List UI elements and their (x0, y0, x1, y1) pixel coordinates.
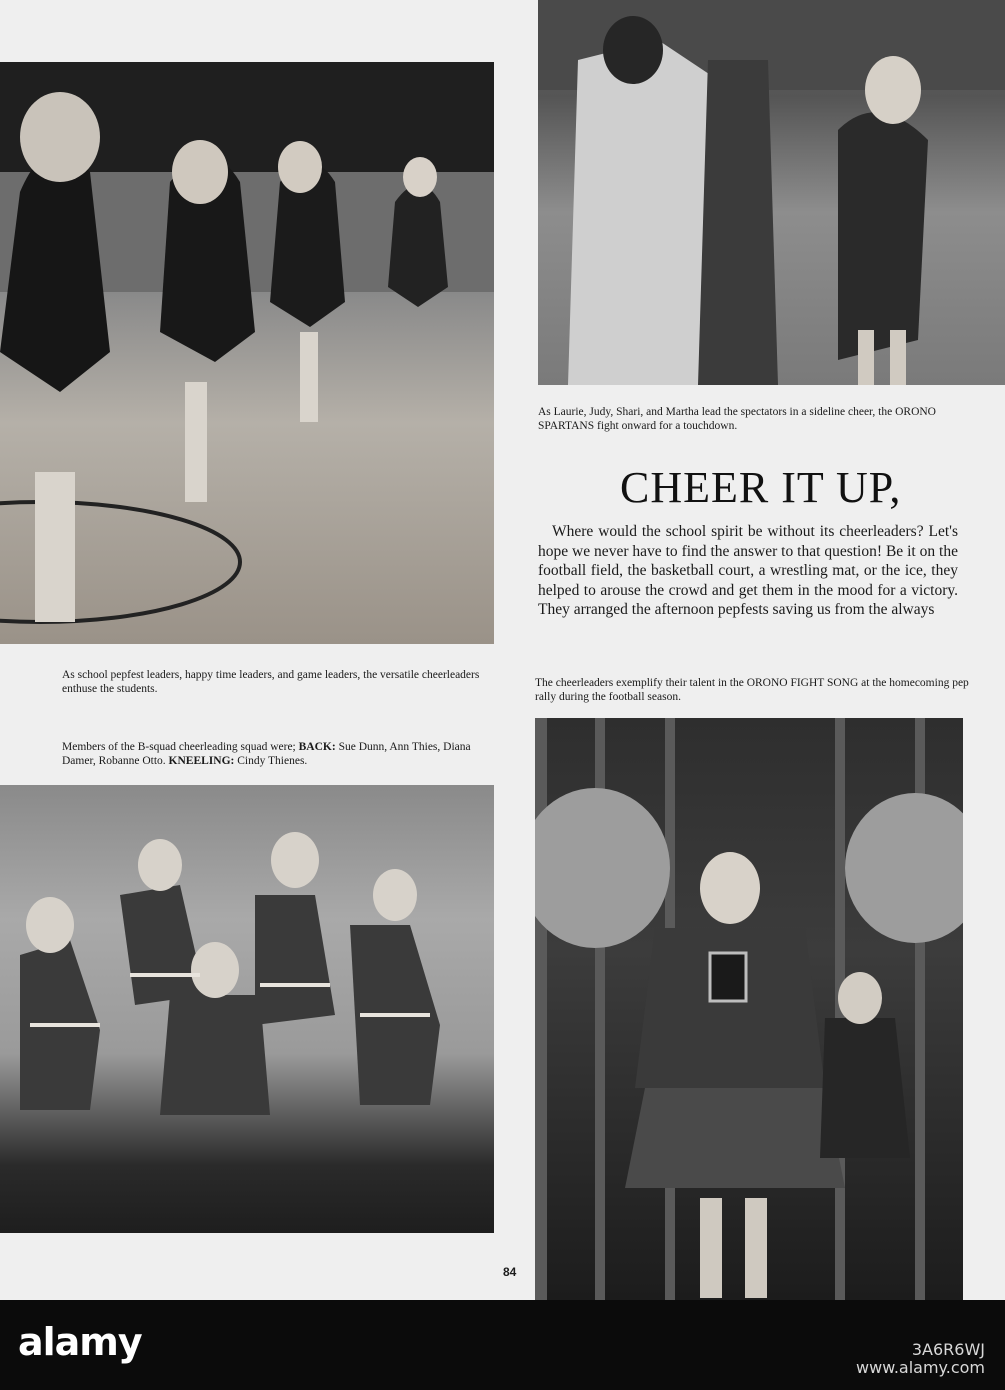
caption-sideline-cheer: As Laurie, Judy, Shari, and Martha lead the spectators in a sideline cheer, the ORONO SPARTANS fight onward for a touchdown. (538, 406, 936, 432)
b-squad-scene-graphic (0, 785, 494, 1233)
stock-site-url: www.alamy.com (856, 1358, 985, 1377)
stock-image-id: 3A6R6WJ (911, 1340, 985, 1359)
watermark-footer (0, 1300, 1005, 1390)
caption-b-squad (62, 740, 494, 768)
b-squad-kneeling-label: KNEELING: (168, 755, 235, 767)
sideline-scene-graphic (538, 0, 1005, 385)
b-squad-intro: Members of the B-squad cheerleading squad were; (62, 741, 296, 753)
alamy-logo: alamy (18, 1320, 142, 1364)
b-squad-back-names: Sue Dunn, Ann Thies, Diana Damer, Robanne Otto. (62, 741, 471, 767)
b-squad-kneeling-names: Cindy Thienes. (237, 755, 308, 767)
caption-gym-cheerleaders: As school pepfest leaders, happy time leaders, and game leaders, the versatile cheerleaders enthuse the students. (62, 669, 480, 695)
caption-fight-song: The cheerleaders exemplify their talent in the ORONO FIGHT SONG at the homecoming pep rally during the football season. (535, 677, 969, 703)
photo-b-squad (0, 785, 494, 1233)
pep-rally-scene-graphic (535, 718, 963, 1300)
article-body: Where would the school spirit be without its cheerleaders? Let's hope we never have to find the answer to that question! Be it on the football field, the basketball court, a wrestling mat, or the ice, they helped to arouse the crowd and get them in the mood for a victory. They arranged the afternoon pepfests saving us from the always (538, 523, 958, 619)
headline: CHEER IT UP, (620, 463, 902, 512)
photo-gym-cheerleaders (0, 62, 494, 644)
page-number: 84 (503, 1265, 517, 1279)
gym-scene-graphic (0, 62, 494, 644)
photo-pep-rally (535, 718, 963, 1300)
b-squad-back-label: BACK: (298, 741, 336, 753)
photo-sideline-cheer (538, 0, 1005, 385)
